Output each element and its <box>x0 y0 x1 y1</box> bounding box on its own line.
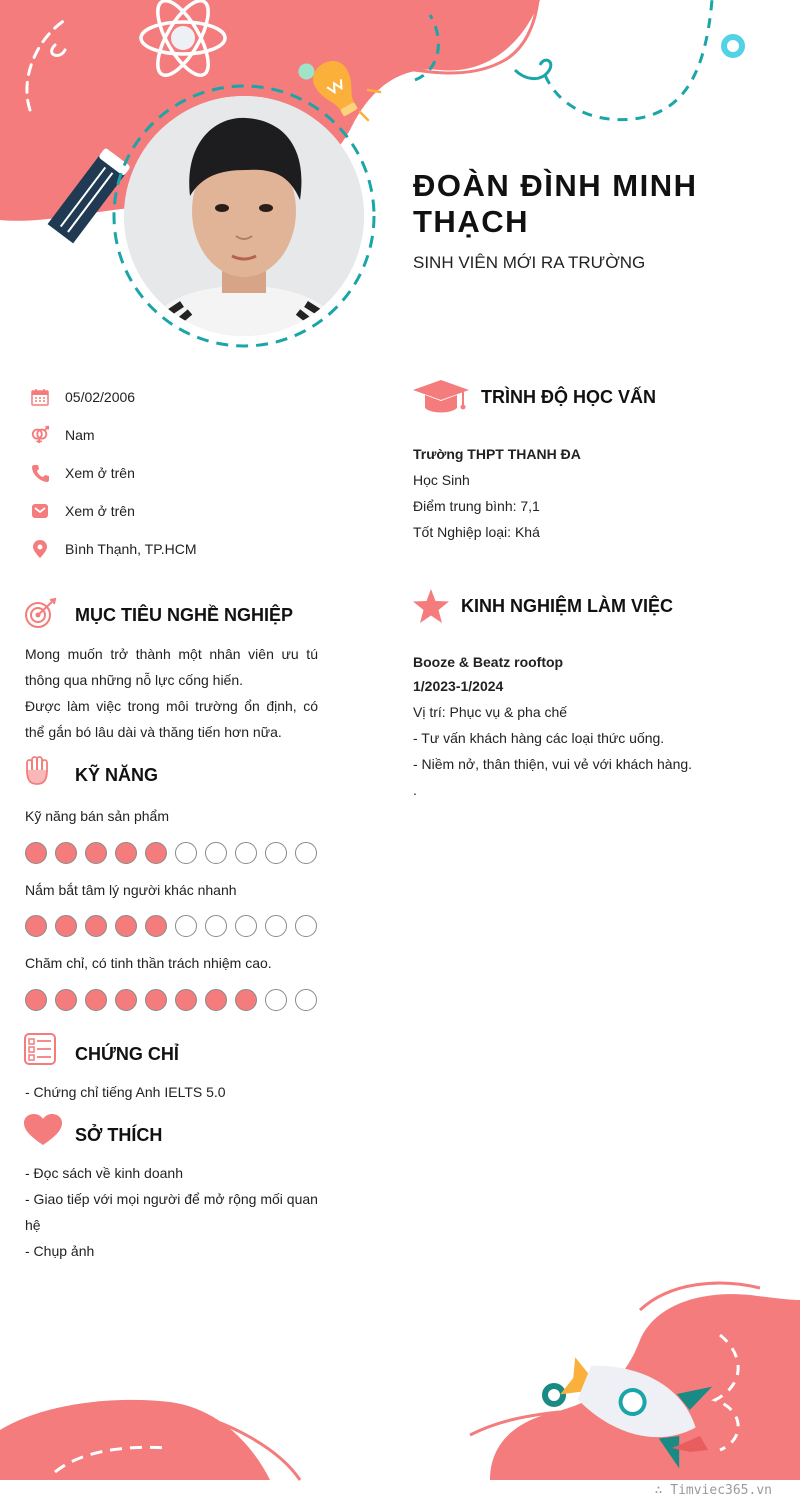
rating-dot-empty <box>265 989 287 1011</box>
experience-line: . <box>413 782 417 798</box>
email-icon <box>30 501 50 521</box>
skill-rating <box>25 989 317 1011</box>
rating-dot-empty <box>175 915 197 937</box>
education-details <box>413 467 540 545</box>
objective-line: Được làm việc trong môi trường ổn định, có thể gắn bó lâu dài và thăng tiến hơn nữa. <box>25 698 318 740</box>
bottom-left-pink-blob <box>0 1400 270 1480</box>
rating-dot-filled <box>115 842 137 864</box>
gender-row <box>30 423 95 447</box>
phone-row <box>30 461 135 485</box>
school-name: Trường THPT THANH ĐA <box>413 446 581 462</box>
rating-dot-filled <box>145 915 167 937</box>
hobby-item: - Giao tiếp với mọi người để mở rộng mối quan hệ <box>25 1191 318 1233</box>
ring-decoration <box>724 37 742 55</box>
hobbies-title: SỞ THÍCH <box>75 1125 163 1145</box>
objective-text <box>25 641 318 745</box>
company-name: Booze & Beatz rooftop <box>413 654 564 670</box>
rating-dot-filled <box>145 989 167 1011</box>
experience-title: KINH NGHIỆM LÀM VIỆC <box>461 596 674 616</box>
checklist-icon <box>24 1033 56 1070</box>
rating-dot-empty <box>235 842 257 864</box>
birthdate-row <box>30 385 135 409</box>
rating-dot-filled <box>205 989 227 1011</box>
rating-dot-filled <box>25 989 47 1011</box>
rating-dot-filled <box>85 842 107 864</box>
rating-dot-filled <box>55 842 77 864</box>
rating-dot-filled <box>85 915 107 937</box>
avatar <box>124 96 364 336</box>
job-title: SINH VIÊN MỚI RA TRƯỜNG <box>413 253 646 272</box>
hobbies-list <box>25 1160 325 1264</box>
graduation-cap-icon <box>413 380 469 421</box>
education-line: Điểm trung bình: 7,1 <box>413 498 540 514</box>
target-icon <box>24 597 58 636</box>
skills-title: KỸ NĂNG <box>75 765 159 785</box>
skill-name: Nắm bắt tâm lý người khác nhanh <box>25 882 237 898</box>
address-value: Bình Thạnh, TP.HCM <box>65 541 197 557</box>
objective-title: MỤC TIÊU NGHỀ NGHIỆP <box>75 605 294 625</box>
calendar-icon <box>30 387 50 407</box>
rating-dot-filled <box>145 842 167 864</box>
rating-dot-empty <box>235 915 257 937</box>
email-value: Xem ở trên <box>65 503 135 519</box>
gender-icon <box>30 425 50 445</box>
skill-rating <box>25 842 317 864</box>
rating-dot-filled <box>85 989 107 1011</box>
birthdate-value: 05/02/2006 <box>65 389 136 405</box>
email-row <box>30 499 135 523</box>
skill-name: Kỹ năng bán sản phẩm <box>25 808 169 824</box>
education-line: Học Sinh <box>413 472 470 488</box>
rating-dot-empty <box>175 842 197 864</box>
skill-name: Chăm chỉ, có tinh thần trách nhiệm cao. <box>25 955 272 971</box>
experience-details <box>413 699 692 803</box>
certificate-item: - Chứng chỉ tiếng Anh IELTS 5.0 <box>25 1084 226 1100</box>
rating-dot-empty <box>265 842 287 864</box>
rating-dot-empty <box>295 989 317 1011</box>
rating-dot-filled <box>25 842 47 864</box>
fist-icon <box>24 754 50 791</box>
certificates-title: CHỨNG CHỈ <box>75 1044 179 1064</box>
skill-rating <box>25 915 317 937</box>
ring-decoration <box>545 1386 563 1404</box>
address-row <box>30 537 197 561</box>
heart-icon <box>24 1114 62 1151</box>
rating-dot-filled <box>175 989 197 1011</box>
experience-line: - Niềm nở, thân thiện, vui vẻ với khách hàng. <box>413 756 693 772</box>
rating-dot-filled <box>55 989 77 1011</box>
avatar-frame <box>110 82 378 350</box>
experience-line: Vị trí: Phục vụ & pha chế <box>413 704 568 720</box>
rating-dot-empty <box>205 842 227 864</box>
top-right-dashed-curve <box>545 0 712 120</box>
location-pin-icon <box>30 539 50 559</box>
hobby-item: - Đọc sách về kinh doanh <box>25 1165 183 1181</box>
rating-dot-empty <box>205 915 227 937</box>
objective-line: Mong muốn trở thành một nhân viên ưu tú thông qua những nỗ lực cống hiến. <box>25 646 318 688</box>
watermark: ∴ Timviec365.vn <box>654 1483 772 1498</box>
star-icon <box>413 589 449 628</box>
candidate-name: ĐOÀN ĐÌNH MINH THẠCH <box>413 168 698 239</box>
rating-dot-empty <box>295 915 317 937</box>
phone-icon <box>30 463 50 483</box>
experience-line: - Tư vấn khách hàng các loại thức uống. <box>413 730 665 746</box>
hobby-item: - Chụp ảnh <box>25 1243 95 1259</box>
rating-dot-filled <box>115 915 137 937</box>
education-line: Tốt Nghiệp loại: Khá <box>413 524 540 540</box>
gender-value: Nam <box>65 427 95 443</box>
rating-dot-empty <box>265 915 287 937</box>
education-title: TRÌNH ĐỘ HỌC VẤN <box>481 387 656 407</box>
rating-dot-filled <box>55 915 77 937</box>
rating-dot-filled <box>115 989 137 1011</box>
rating-dot-filled <box>235 989 257 1011</box>
phone-value: Xem ở trên <box>65 465 135 481</box>
work-period: 1/2023-1/2024 <box>413 678 504 694</box>
rating-dot-filled <box>25 915 47 937</box>
rating-dot-empty <box>295 842 317 864</box>
